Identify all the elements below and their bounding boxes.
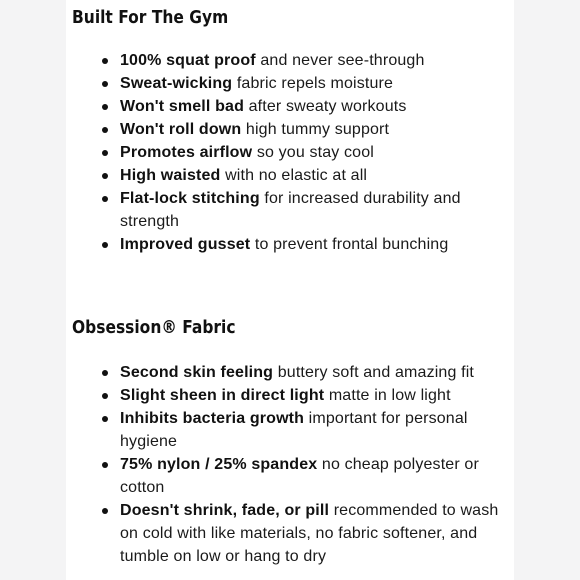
item-highlight: High waisted [120,167,221,184]
feature-list [72,361,512,568]
item-text: to prevent frontal bunching [254,236,449,253]
item-text: no cheap polyester or cotton [120,456,479,496]
list-item [72,384,512,407]
item-text: matte in low light [328,387,451,404]
list-item [72,141,512,164]
list-item [72,233,512,256]
list-item [72,407,512,453]
list-item [72,118,512,141]
list-item [72,361,512,384]
item-text: with no elastic at all [225,167,368,184]
item-highlight: Doesn't shrink, fade, or pill [120,502,330,519]
item-highlight: 100% squat proof [120,52,256,69]
section-heading: Built For The Gym [72,7,229,28]
list-item [72,187,512,233]
item-highlight: Flat-lock stitching [120,190,260,207]
item-highlight: Inhibits bacteria growth [120,410,305,427]
section-obsession-fabric [72,314,512,568]
item-text: so you stay cool [256,144,374,161]
item-highlight: 75% nylon / 25% spandex [120,456,318,473]
list-item [72,72,512,95]
item-text: fabric repels moisture [236,75,394,92]
section-heading: Obsession® Fabric [72,317,236,338]
item-text: recommended to wash on cold with like materials, no fabric softener, and tumble on low or hang to dry [120,502,499,565]
item-highlight: Sweat-wicking [120,75,233,92]
list-item [72,453,512,499]
item-highlight: Won't smell bad [120,98,244,115]
item-text: important for personal hygiene [120,410,468,450]
item-highlight: Slight sheen in direct light [120,387,325,404]
item-highlight: Improved gusset [120,236,251,253]
list-item [72,164,512,187]
item-text: buttery soft and amazing fit [277,364,475,381]
item-highlight: Promotes airflow [120,144,253,161]
feature-list [72,49,512,256]
section-built-for-the-gym [72,4,512,256]
item-highlight: Second skin feeling [120,364,274,381]
item-text: after sweaty workouts [248,98,407,115]
list-item [72,499,512,568]
item-text: and never see-through [260,52,425,69]
item-text: high tummy support [245,121,390,138]
list-item [72,95,512,118]
list-item [72,49,512,72]
item-text: for increased durability and strength [120,190,461,230]
item-highlight: Won't roll down [120,121,242,138]
